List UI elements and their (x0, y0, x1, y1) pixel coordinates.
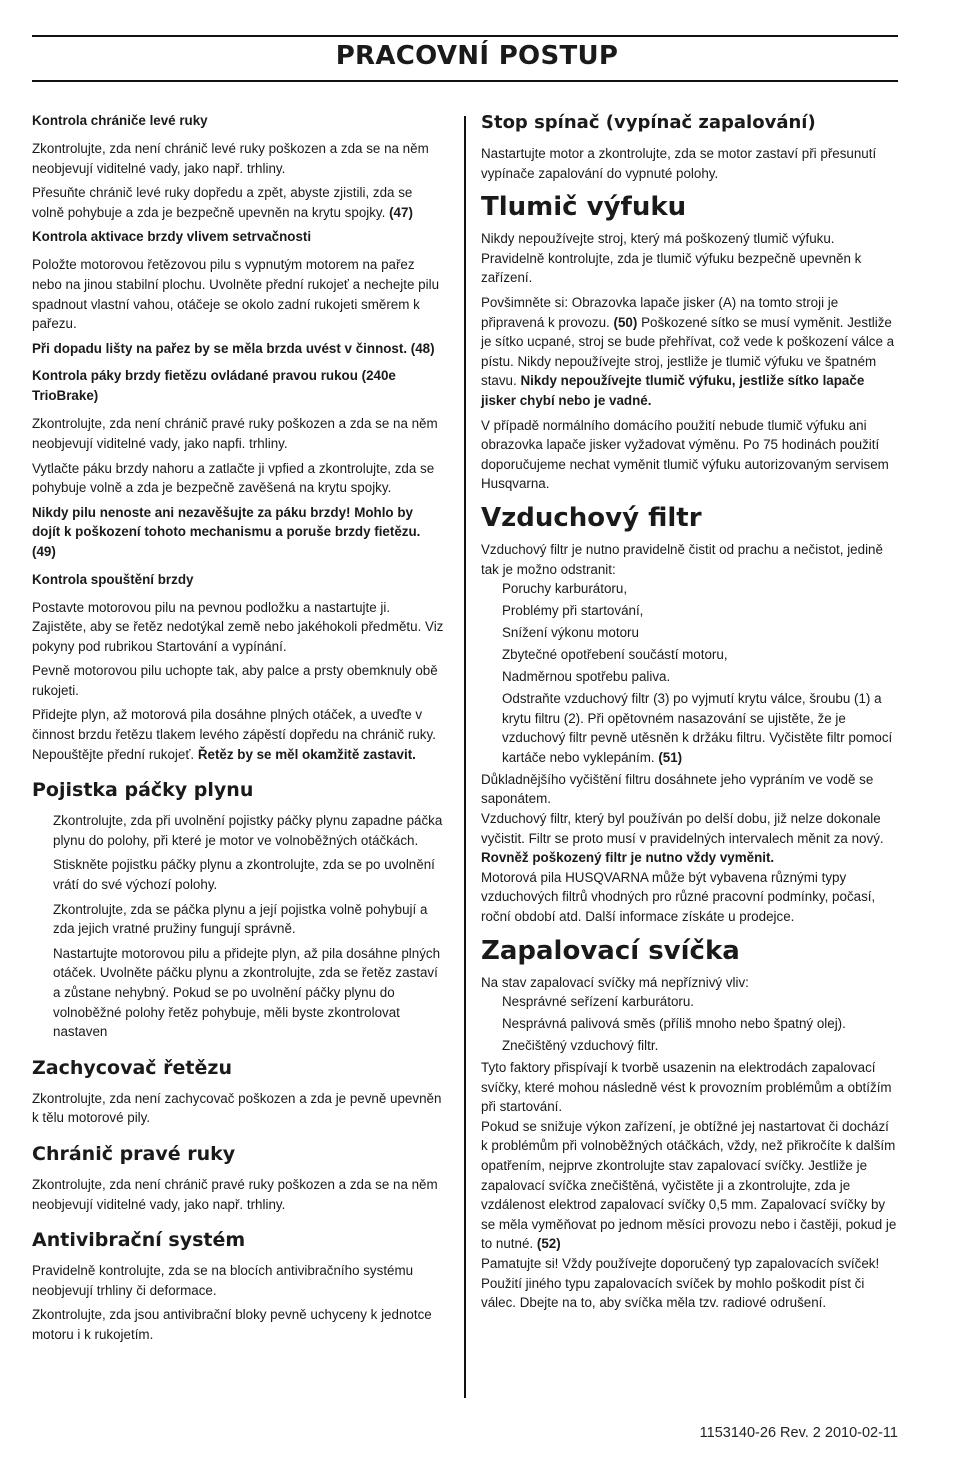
paragraph: Vzduchový filtr je nutno pravidelně čistit od prachu a nečistot, jedině tak je možno odstranit: (481, 541, 883, 577)
paragraph: Zkontrolujte, zda při uvolnění pojistky páčky plynu zapadne páčka plynu do polohy, při které je motor ve volnoběžných otáčkách. (53, 813, 443, 848)
paragraph: Důkladnějšího vyčištění filtru dosáhnete jeho vypráním ve vodě se saponátem. (481, 771, 874, 807)
section-heading: Kontrola chrániče levé ruky (32, 113, 208, 128)
section-heading: Zapalovací svíčka (481, 935, 740, 966)
paragraph: Zkontrolujte, zda se páčka plynu a její pojistka volně pohybují a zda jejich vratné pružiny fungují správně. (53, 901, 428, 937)
paragraph: Položte motorovou řetězovou pilu s vypnutým motorem na pařez nebo na jinou stabilní plochu. Uvolněte přední rukojeť a nechejte pilu spadnout vlastní vahou, otáčeje se okolo zadní rukojeti směrem k pařezu. (32, 257, 440, 332)
column-divider (464, 116, 466, 1398)
section-heading: Pojistka páčky plynu (32, 779, 254, 802)
paragraph: V případě normálního domácího použití nebude tlumič výfuku ani obrazovka lapače jisker vyžadovat výměnu. Po 75 hodinách použití doporučujeme nechat vyměnit tlumič výfuku autorizovaným servisem Husqvarna. (481, 417, 889, 492)
section-heading: Tlumič výfuku (481, 192, 687, 223)
warning-paragraph: Při dopadu lišty na pařez by se měla brzda uvést v činnost. (48) (32, 340, 435, 356)
section-heading: Kontrola spouštění brzdy (32, 571, 194, 587)
paragraph: Postavte motorovou pilu na pevnou podložku a nastartujte ji. Zajistěte, aby se řetěz nedotýkal země nebo jakéhokoli předmětu. Viz pokyny pod rubrikou Startování a vypínání. (32, 599, 444, 654)
paragraph: Na stav zapalovací svíčky má nepříznivý vliv: (481, 974, 749, 990)
list-item: Problémy při startování, (502, 603, 644, 619)
paragraph: Motorová pila HUSQVARNA může být vybavena různými typy vzduchových filtrů vhodných pro různé pracovní podmínky, počasí, roční období atd. Další informace získáte u prodejce. (481, 869, 876, 924)
paragraph: Zkontrolujte, zda jsou antivibrační bloky pevně uchyceny k jednotce motoru i k rukojetím. (32, 1307, 432, 1342)
paragraph: Zkontrolujte, zda není zachycovač poškozen a zda je pevně upevněn k tělu motorové pily. (32, 1090, 442, 1126)
paragraph: Pokud se snižuje výkon zařízení, je obtížné jej nastartovat či dochází k problémům při volnoběžných otáčkách, vždy, než přikročíte k dalším opatřením, nejprve zkontrolujte stav zapalovací svíčky. Jestliže je zapalovací svíčka znečištěná, vyčistěte ji a zkontrolujte, zda je vzdálenost elektrod zapalovací svíčky 0,5 mm. Zapalovací svíčky by se měla vyměňovat po jednom měsíci provozu nebo i častěji, pokud je to nutné. (52) (481, 1118, 897, 1252)
paragraph: Stiskněte pojistku páčky plynu a zkontrolujte, zda se po uvolnění vrátí do své výchozí polohy. (53, 857, 435, 893)
left-column (32, 111, 444, 1350)
header-rule-bottom (32, 80, 898, 82)
paragraph: Přidejte plyn, až motorová pila dosáhne plných otáček, a uveďte v činnost brzdu řetězu tlakem levého zápěstí dopředu na chránič ruky. Nepouštějte přední rukojeť. Řetěz by se měl okamžitě zastavit. (32, 707, 436, 762)
paragraph: Přesuňte chránič levé ruky dopředu a zpět, abyste zjistili, zda se volně pohybuje a zda je bezpečně upevněn na krytu spojky. (47) (32, 185, 413, 220)
paragraph: Pravidelně kontrolujte, zda se na blocích antivibračního systému neobjevují trhliny či deformace. (32, 1263, 414, 1298)
list-item: Nadměrnou spotřebu paliva. (502, 669, 671, 685)
figure-ref: (50) (613, 314, 638, 330)
paragraph: Zkontrolujte, zda není chránič pravé ruky poškozen a zda se na něm neobjevují viditelné vady, jako např. trhliny. (32, 1176, 438, 1212)
list-item: Poruchy karburátoru, (502, 581, 628, 597)
paragraph: Zkontrolujte, zda není chránič pravé ruky poškozen a zda se na něm neobjevují viditelné vady, jako napfi. trhliny. (32, 416, 438, 451)
paragraph: Pevně motorovou pilu uchopte tak, aby palce a prsty obemknuly obě rukojeti. (32, 663, 438, 698)
paragraph: Vytlačte páku brzdy nahoru a zatlačte ji vpfied a zkontrolujte, zda se pohybuje volně a zda je bezpečně zavěšená na krytu spojky. (32, 460, 435, 496)
paragraph: Vzduchový filtr, který byl používán po delší dobu, již nelze dokonale vyčistit. Filtr se proto musí v pravidelných intervalech měnit za nový. Rovněž poškozený filtr je nutno vždy vyměnit. (481, 810, 884, 866)
page-title: PRACOVNÍ POSTUP (335, 41, 619, 71)
figure-ref: (47) (389, 204, 413, 220)
figure-ref: (52) (536, 1236, 561, 1252)
list-item: Zbytečné opotřebení součástí motoru, (502, 647, 728, 663)
list-item: Nesprávná palivová směs (příliš mnoho nebo špatný olej). (502, 1016, 846, 1032)
paragraph: Pamatujte si! Vždy používejte doporučený typ zapalovacích svíček! Použití jiného typu zapalovacích svíček by mohlo poškodit píst či válec. Dbejte na to, aby svíčka měla tzv. radiové odrušení. (481, 1256, 880, 1311)
paragraph: Povšimněte si: Obrazovka lapače jisker (A) na tomto stroji je připravená k provozu. (50) Poškozené sítko se musí vyměnit. Jestliže je sítko ucpané, stroj se bude přehřívat, což vede k poškození válce a pístu. Nikdy nepoužívejte stroj, jestliže je tlumič výfuku ve špatném stavu. Nikdy nepoužívejte tlumič výfuku, jestliže sítko lapače jisker chybí nebo je vadné. (481, 294, 895, 408)
section-heading: Zachycovač řetězu (32, 1056, 232, 1079)
paragraph: Tyto faktory přispívají k tvorbě usazenin na elektrodách zapalovací svíčky, které mohou následně vést k provozním problémům a obtížím při startování. (481, 1060, 892, 1115)
section-heading: Stop spínač (vypínač zapalování) (481, 112, 816, 133)
paragraph: Nikdy nepoužívejte stroj, který má poškozený tlumič výfuku. Pravidelně kontrolujte, zda je tlumič výfuku bezpečně upevněn k zařízení. (481, 231, 862, 286)
section-heading: Vzduchový filtr (481, 502, 702, 533)
list-item: Snížení výkonu motoru (502, 625, 639, 641)
section-heading: Kontrola aktivace brzdy vlivem setrvačnosti (32, 229, 312, 245)
header-rule-top (32, 35, 898, 37)
section-heading: Kontrola páky brzdy fietězu ovládané pravou rukou (240e TrioBrake) (32, 368, 396, 404)
paragraph: Nastartujte motor a zkontrolujte, zda se motor zastaví při přesunutí vypínače zapalování do vypnuté polohy. (481, 146, 877, 181)
warning-paragraph: Nikdy pilu nenoste ani nezavěšujte za páku brzdy! Mohlo by dojít k poškození tohoto mechanismu a poruše brzdy fietězu. (49) (32, 504, 421, 559)
list-item: Nesprávné seřízení karburátoru. (502, 994, 695, 1010)
paragraph: Zkontrolujte, zda není chránič levé ruky poškozen a zda se na něm neobjevují viditelné vady, jako např. trhliny. (32, 141, 429, 176)
paragraph: Nastartujte motorovou pilu a přidejte plyn, až pila dosáhne plných otáček. Uvolněte páčku plynu a zkontrolujte, zda se řetěz zastaví a zůstane nehybný. Pokud se po uvolnění páčky plynu do volnoběžné polohy řetěz pohybuje, měli byste zkontrolovat nastaven (53, 945, 441, 1040)
list-item: Odstraňte vzduchový filtr (3) po vyjmutí krytu válce, šroubu (1) a krytu filtru (2). Při opětovném nasazování se ujistěte, že je vzduchový filtr pevně utěsněn k držáku filtru. Vyčistěte filtr pomocí kartáče nebo vyklepáním. (51) (502, 691, 893, 765)
right-column (481, 111, 899, 1318)
section-heading: Chránič pravé ruky (32, 1142, 236, 1165)
document-id: 1153140-26 Rev. 2 2010-02-11 (699, 1425, 898, 1441)
list-item: Znečištěný vzduchový filtr. (502, 1038, 659, 1054)
section-heading: Antivibrační systém (32, 1229, 246, 1252)
figure-ref: (51) (658, 749, 683, 765)
